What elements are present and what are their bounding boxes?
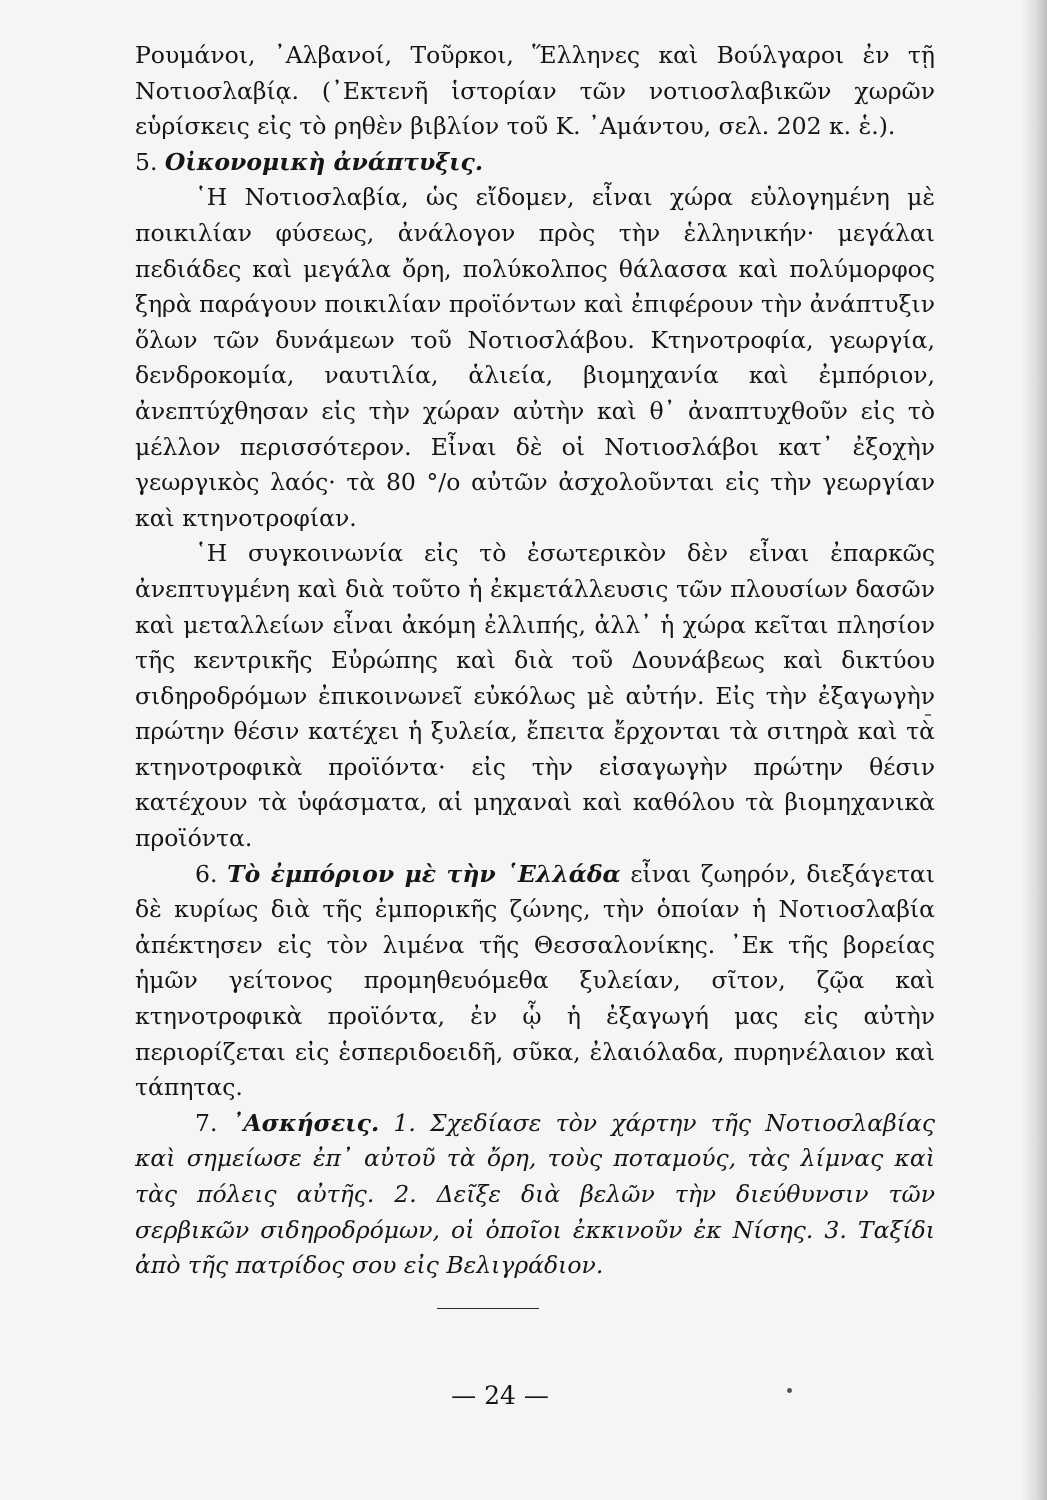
paragraph-intro: Ρουμάνοι, ᾿Αλβανοί, Τοῦρκοι, Ἕλληνες καὶ Βούλγαροι ἐν τῇ Νοτιοσλαβίᾳ. (᾿Εκτενῆ ἱστορίαν τῶν νοτιοσλαβικῶν χωρῶν εὑρίσκεις εἰς τὸ ρηθὲν βιβλίον τοῦ Κ. ᾿Αμάντου, σελ. 202 κ. ἑ.).: [135, 41, 935, 141]
paragraph-communication: ῾Η συγκοινωνία εἰς τὸ ἐσωτερικὸν δὲν εἶναι ἐπαρκῶς ἀνεπτυγμένη καὶ διὰ τοῦτο ἡ ἐκμετάλλευσις τῶν πλουσίων δασῶν καὶ μεταλλείων εἶναι ἀκόμη ἐλλιπής, ἀλλ᾿ ἡ χώρα κεῖται πλησίον τῆς κεντρικῆς Εὐρώπης καὶ διὰ τοῦ Δουνάβεως καὶ δικτύου σιδηροδρόμων ἐπικοινωνεῖ εὐκόλως μὲ αὐτήν. Εἰς τὴν ἐξαγωγὴν πρώτην θέσιν κατέχει ἡ ξυλεία, ἔπειτα ἔρχονται τὰ σιτηρὰ καὶ τὰ κτηνοτροφικὰ προϊόντα· εἰς τὴν εἰσαγωγὴν πρώτην θέσιν κατέχουν τὰ ὑφάσματα, αἱ μηχαναὶ καὶ καθόλου τὰ βιομηχανικὰ προϊόντα.: [135, 539, 935, 853]
section-7-text: 1. Σχεδίασε τὸν χάρτην τῆς Νοτιοσλαβίας καὶ σημείωσε ἐπ᾿ αὐτοῦ τὰ ὄρη, τοὺς ποταμούς, τὰς λίμνας καὶ τὰς πόλεις αὐτῆς. 2. Δεῖξε διὰ βελῶν τὴν διεύθυνσιν τῶν σερβικῶν σιδηροδρόμων, οἱ ὁποῖοι ἐκκινοῦν ἐκ Νίσης. 3. Ταξίδι ἀπὸ τῆς πατρίδος σου εἰς Βελιγράδιον.: [135, 1108, 935, 1280]
section-7-paragraph: [135, 1106, 935, 1284]
body-text: [135, 38, 935, 1284]
section-5-heading: [135, 145, 935, 181]
paragraph-economy: ῾Η Νοτιοσλαβία, ὡς εἴδομεν, εἶναι χώρα εὐλογημένη μὲ ποικιλίαν φύσεως, ἀνάλογον πρὸς τὴν ἑλληνικήν· μεγάλαι πεδιάδες καὶ μεγάλα ὄρη, πολύκολπος θάλασσα καὶ πολύμορφος ξηρὰ παράγουν ποικιλίαν προϊόντων καὶ ἐπιφέρουν τὴν ἀνάπτυξιν ὅλων τῶν δυνάμεων τοῦ Νοτιοσλάβου. Κτηνοτροφία, γεωργία, δενδροκομία, ναυτιλία, ἁλιεία, βιομηχανία καὶ ἐμπόριον, ἀνεπτύχθησαν εἰς τὴν χώραν αὐτὴν καὶ θ᾿ ἀναπτυχθοῦν εἰς τὸ μέλλον περισσότερον. Εἶναι δὲ οἱ Νοτιοσλάβοι κατ᾿ ἐξοχὴν γεωργικὸς λαός· τὰ 80 °/o αὐτῶν ἀσχολοῦνται εἰς τὴν γεωργίαν καὶ κτηνοτροφίαν.: [135, 183, 936, 532]
section-6-title: Τὸ ἐμπόριον μὲ τὴν ῾Ελλάδα: [227, 859, 621, 888]
section-6-number: 6.: [195, 859, 218, 888]
section-7-number: 7.: [195, 1108, 218, 1137]
page-number: — 24 —: [451, 1381, 549, 1410]
section-6-paragraph: [135, 857, 935, 1106]
section-5-number: 5.: [135, 147, 158, 176]
page-edge-shadow: [1021, 0, 1047, 1500]
section-5-title: Οἰκονομικὴ ἀνάπτυξις.: [164, 147, 484, 176]
ink-dot: [787, 1388, 792, 1393]
section-6-text: εἶναι ζωηρόν, διεξάγεται δὲ κυρίως διὰ τῆς ἐμπορικῆς ζώνης, τὴν ὁποίαν ἡ Νοτιοσλαβία ἀπέκτησεν εἰς τὸν λιμένα τῆς Θεσσαλονίκης. ᾿Εκ τῆς βορείας ἡμῶν γείτονος προμηθευόμεθα ξυλείαν, σῖτον, ζῷα καὶ κτηνοτροφικὰ προϊόντα, ἐν ᾧ ἡ ἐξαγωγή μας εἰς αὐτὴν περιορίζεται εἰς ἑσπεριδοειδῆ, σῦκα, ἐλαιόλαδα, πυρηνέλαιον καὶ τάπητας.: [135, 859, 935, 1102]
end-rule-divider: [437, 1308, 539, 1309]
section-7-title: ᾿Ασκήσεις.: [231, 1108, 380, 1137]
margin-mark: [925, 714, 931, 716]
